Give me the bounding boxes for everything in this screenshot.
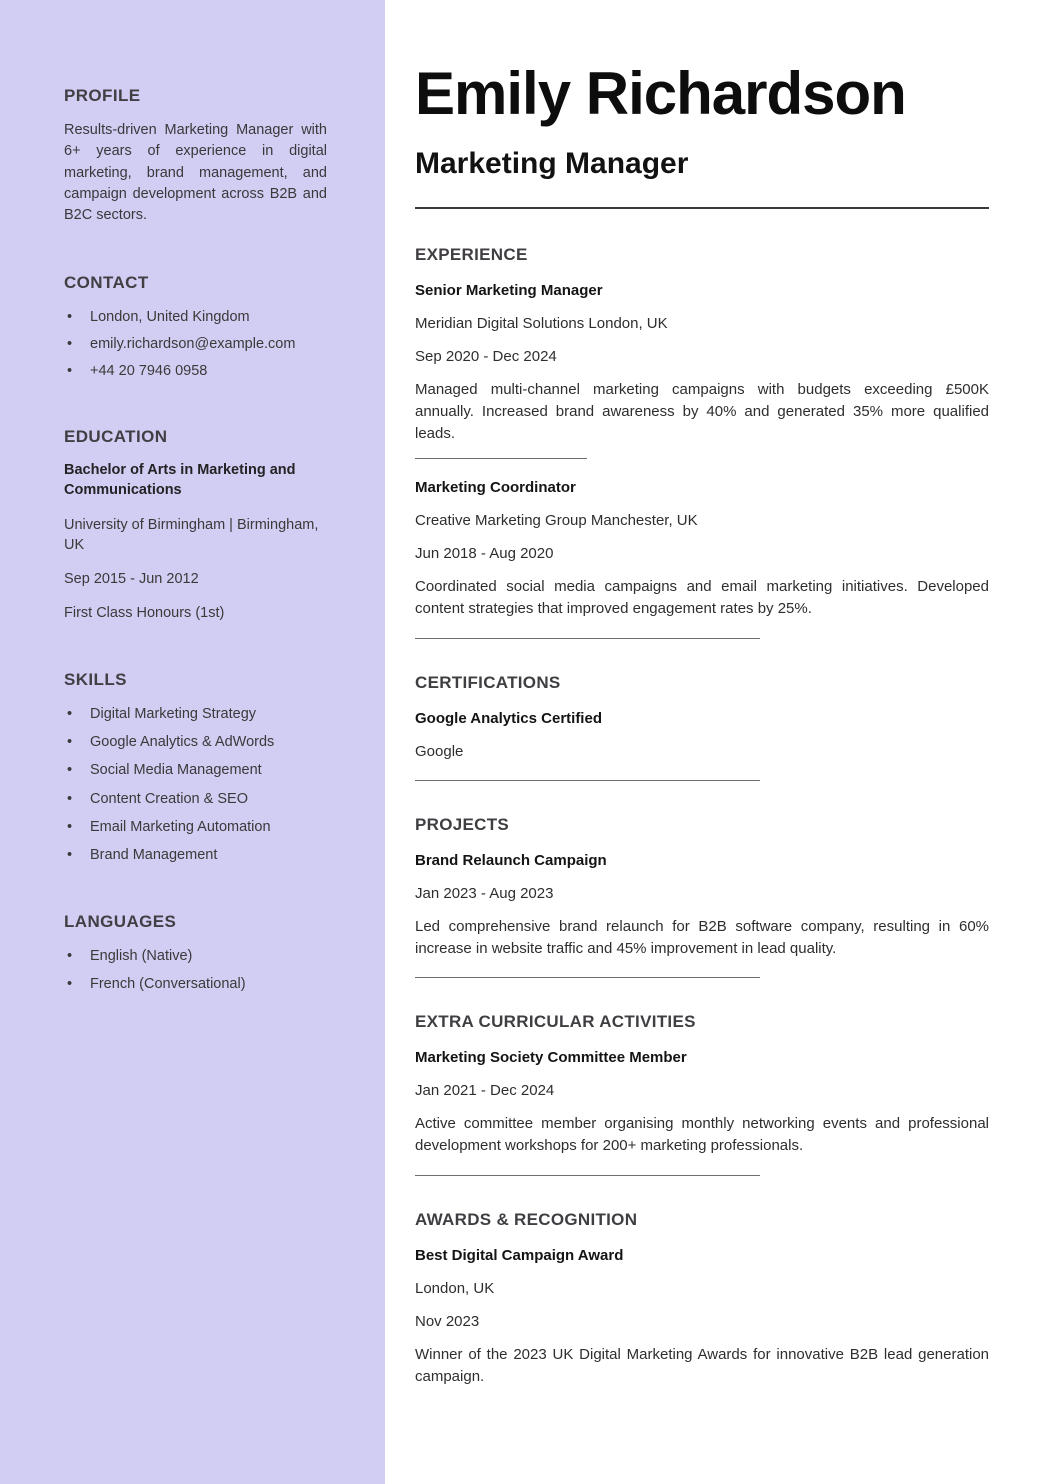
- contact-item-phone: • +44 20 7946 0958: [64, 361, 327, 381]
- entry-description: Managed multi-channel marketing campaigns with budgets exceeding £500K annually. Increased brand awareness by 40% and generated 35% more qualified leads.: [415, 381, 989, 442]
- candidate-name: Emily Richardson: [415, 60, 906, 127]
- skill-item: • Digital Marketing Strategy: [64, 704, 327, 724]
- projects-section: [415, 815, 989, 960]
- profile-heading: PROFILE: [64, 86, 141, 105]
- main-column: [385, 0, 1050, 1484]
- entry-description: Winner of the 2023 UK Digital Marketing Awards for innovative B2B lead generation campaign.: [415, 1345, 989, 1385]
- certifications-heading: CERTIFICATIONS: [415, 672, 561, 692]
- entry-location: London, UK: [415, 1279, 495, 1297]
- section-divider: [415, 1175, 760, 1176]
- education-heading: EDUCATION: [64, 427, 168, 447]
- skill-item: • Email Marketing Automation: [64, 817, 327, 837]
- extracurricular-heading: EXTRA CURRICULAR ACTIVITIES: [415, 1012, 696, 1032]
- education-section: [64, 427, 327, 623]
- entry-title: Brand Relaunch Campaign: [415, 851, 607, 869]
- contact-section: [64, 273, 327, 382]
- skill-item: • Google Analytics & AdWords: [64, 732, 327, 752]
- entry-dates: Jun 2018 - Aug 2020: [415, 545, 554, 563]
- entry-description: Coordinated social media campaigns and email marketing initiatives. Developed content strategies that improved engagement rates by 25%.: [415, 578, 989, 617]
- contact-item-email: • emily.richardson@example.com: [64, 334, 327, 354]
- project-entry: [415, 850, 989, 960]
- languages-list: [64, 946, 327, 995]
- header-divider: [415, 207, 989, 209]
- entry-dates: Jan 2023 - Aug 2023: [415, 884, 554, 902]
- section-divider: [415, 977, 760, 978]
- languages-section: [64, 912, 327, 995]
- entry-title: Marketing Coordinator: [415, 479, 576, 497]
- skills-heading: SKILLS: [64, 669, 127, 689]
- language-item: • English (Native): [64, 946, 327, 966]
- experience-section: [415, 245, 989, 620]
- section-divider: [415, 780, 760, 781]
- profile-text: Results-driven Marketing Manager with 6+ years of experience in digital marketing, brand management, and campaign development across B2B and B2C sectors.: [64, 122, 327, 224]
- experience-entry: [415, 280, 989, 444]
- education-dates: Sep 2015 - Jun 2012: [64, 571, 199, 588]
- experience-heading: EXPERIENCE: [415, 245, 528, 264]
- languages-heading: LANGUAGES: [64, 911, 177, 931]
- entry-organization: Meridian Digital Solutions London, UK: [415, 315, 668, 332]
- entry-dates: Sep 2020 - Dec 2024: [415, 348, 557, 365]
- contact-list: [64, 307, 327, 382]
- entry-description: Active committee member organising monthly networking events and professional development workshops for 200+ marketing professionals.: [415, 1115, 989, 1154]
- projects-heading: PROJECTS: [415, 814, 510, 834]
- language-item: • French (Conversational): [64, 974, 327, 994]
- education-degree: Bachelor of Arts in Marketing and Communications: [64, 462, 296, 499]
- extracurricular-section: [415, 1012, 989, 1157]
- entry-dates: Nov 2023: [415, 1312, 480, 1330]
- entry-title: Google Analytics Certified: [415, 709, 602, 727]
- awards-heading: AWARDS & RECOGNITION: [415, 1209, 638, 1229]
- skill-item: • Content Creation & SEO: [64, 789, 327, 809]
- sidebar: [0, 0, 385, 1484]
- candidate-job-title: Marketing Manager: [415, 147, 689, 180]
- skills-section: [64, 670, 327, 866]
- education-honours: First Class Honours (1st): [64, 605, 225, 622]
- entry-title: Best Digital Campaign Award: [415, 1246, 624, 1264]
- extracurricular-entry: [415, 1047, 989, 1157]
- entry-divider: [415, 458, 587, 459]
- award-entry: [415, 1245, 989, 1388]
- skill-item: • Social Media Management: [64, 760, 327, 780]
- entry-description: Led comprehensive brand relaunch for B2B software company, resulting in 60% increase in website traffic and 45% improvement in lead quality.: [415, 917, 989, 957]
- entry-title: Marketing Society Committee Member: [415, 1049, 687, 1067]
- entry-organization: Creative Marketing Group Manchester, UK: [415, 512, 698, 530]
- experience-entry: [415, 477, 989, 620]
- education-school: University of Birmingham | Birmingham, UK: [64, 516, 319, 553]
- profile-section: [64, 86, 327, 227]
- awards-section: [415, 1210, 989, 1388]
- section-divider: [415, 638, 760, 639]
- skills-list: [64, 704, 327, 866]
- entry-title: Senior Marketing Manager: [415, 282, 603, 299]
- certification-entry: [415, 708, 989, 762]
- certifications-section: [415, 673, 989, 762]
- entry-organization: Google: [415, 742, 464, 760]
- contact-item-location: • London, United Kingdom: [64, 307, 327, 327]
- skill-item: • Brand Management: [64, 845, 327, 865]
- contact-heading: CONTACT: [64, 272, 149, 292]
- entry-dates: Jan 2021 - Dec 2024: [415, 1082, 555, 1100]
